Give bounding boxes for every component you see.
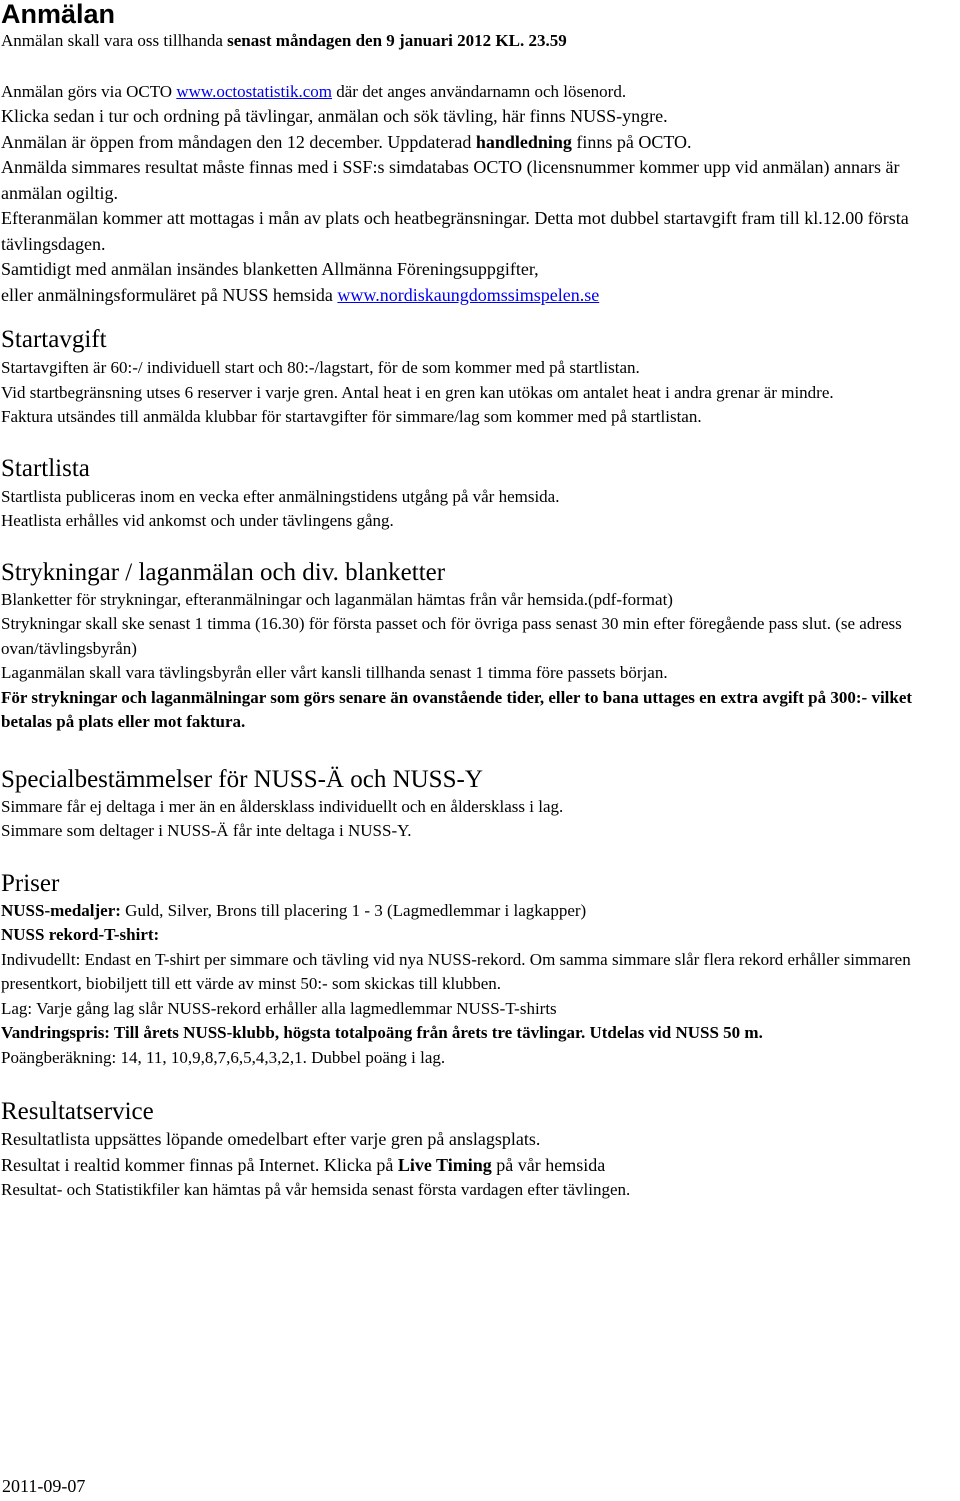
footer-date: 2011-09-07: [2, 1476, 86, 1496]
resultat-line-2: [1, 1153, 957, 1179]
resultat-line-2-suffix: på vår hemsida: [491, 1154, 606, 1175]
octo-suffix: där det anges användarnamn och lösenord.: [332, 81, 627, 101]
document: [1, 0, 957, 1203]
heading-priser: Priser: [1, 869, 60, 897]
resultat-line-1: Resultatlista uppsättes löpande omedelbart efter varje gren på anslagsplats.: [1, 1129, 541, 1149]
hemsida-prefix: eller anmälningsformuläret på NUSS hemsida: [1, 284, 338, 305]
heading-resultat: Resultatservice: [1, 1098, 154, 1125]
samtidigt-line: Samtidigt med anmälan insändes blanketten Allmänna Föreningsuppgifter,: [1, 259, 539, 279]
efteranmalan-line: Efteranmälan kommer att mottagas i mån av plats och heatbegränsningar. Detta mot dubbel startavgift fram till kl.12.00 första tävlingsdagen.: [1, 208, 909, 254]
hemsida-line: [1, 283, 957, 309]
heading-anmalan: Anmälan: [1, 0, 116, 29]
heading-strykningar: Strykningar / laganmälan och div. blanketter: [1, 558, 446, 586]
strykningar-line-4: [1, 686, 957, 735]
section-priser: [1, 869, 957, 1071]
open-line: [1, 130, 957, 156]
indiv-line: Indivudellt: Endast en T-shirt per simmare och tävling vid nya NUSS-rekord. Om samma simmare slår flera rekord erhåller simmaren presentkort, biobiljett till ett värde av minst 50:- som skickas till klubben.: [1, 949, 911, 993]
strykningar-extra-fee: För strykningar och laganmälningar som görs senare än ovanstående tider, eller to bana uttages en extra avgift på 300:- vilket betalas på plats eller mot faktura.: [1, 687, 913, 731]
strykningar-line-2: Strykningar skall ske senast 1 timma (16.30) för första passet och för övriga pass senast 30 min efter föregående pass slut. (se adress ovan/tävlingsbyrån): [1, 614, 902, 658]
tshirt-line: [1, 923, 957, 948]
vandring-line: [1, 1021, 957, 1046]
medal-text: Guld, Silver, Brons till placering 1 - 3 (Lagmedlemmar i lagkapper): [120, 900, 587, 920]
nuss-website-link[interactable]: www.nordiskaungdomssimspelen.se: [337, 284, 600, 305]
section-resultat: [1, 1097, 957, 1203]
section-startlista: [1, 454, 957, 534]
open-prefix: Anmälan är öppen from måndagen den 12 december. Uppdaterad: [1, 131, 476, 152]
startlista-line-1: Startlista publiceras inom en vecka efter anmälningstidens utgång på vår hemsida.: [1, 486, 560, 506]
special-line-2: Simmare som deltager i NUSS-Ä får inte deltaga i NUSS-Y.: [1, 821, 412, 840]
octo-line: [1, 80, 957, 105]
section-special: [1, 765, 957, 844]
strykningar-line-1: Blanketter för strykningar, efteranmälningar och laganmälan hämtas från vår hemsida.(pdf-format): [1, 589, 673, 609]
startlista-line-2: Heatlista erhålles vid ankomst och under tävlingens gång.: [1, 511, 394, 530]
startavgift-line-2: Vid startbegränsning utses 6 reserver i varje gren. Antal heat i en gren kan utökas om antalet heat i andra grenar är mindre.: [1, 382, 834, 402]
section-anmalan: [1, 0, 957, 308]
deadline-prefix: Anmälan skall vara oss tillhanda: [1, 31, 228, 50]
heading-startavgift: Startavgift: [1, 326, 107, 353]
handledning-link-text: handledning: [475, 131, 572, 152]
strykningar-line-3: Laganmälan skall vara tävlingsbyrån eller vårt kansli tillhanda senast 1 timma före passets början.: [1, 663, 668, 682]
special-line-1: Simmare får ej deltaga i mer än en åldersklass individuellt och en åldersklass i lag.: [1, 796, 564, 816]
medal-label: NUSS-medaljer:: [1, 900, 121, 920]
resultat-line-3: Resultat- och Statistikfiler kan hämtas på vår hemsida senast första vardagen efter tävlingen.: [1, 1180, 631, 1199]
resultat-line-2-prefix: Resultat i realtid kommer finnas på Internet. Klicka på: [1, 1154, 398, 1175]
open-suffix: finns på OCTO.: [571, 131, 692, 152]
vandringspris: Vandringspris: Till årets NUSS-klubb, högsta totalpoäng från årets tre tävlingar. Utdelas vid NUSS 50 m.: [1, 1023, 763, 1042]
deadline-date: senast måndagen den 9 januari 2012 KL. 23.59: [227, 31, 567, 50]
heading-startlista: Startlista: [1, 454, 90, 482]
heading-special: Specialbestämmelser för NUSS-Ä och NUSS-Y: [1, 765, 483, 793]
medal-line: [1, 899, 957, 924]
section-startavgift: [1, 325, 957, 430]
live-timing-text: Live Timing: [397, 1154, 492, 1175]
tshirt-label: NUSS rekord-T-shirt:: [1, 925, 160, 944]
octo-prefix: Anmälan görs via OCTO: [1, 81, 177, 101]
lag-line: Lag: Varje gång lag slår NUSS-rekord erhåller alla lagmedlemmar NUSS-T-shirts: [1, 998, 557, 1018]
startavgift-line-3: Faktura utsändes till anmälda klubbar för startavgifter för simmare/lag som kommer med på startlistan.: [1, 407, 702, 426]
anmalda-line: Anmälda simmares resultat måste finnas med i SSF:s simdatabas OCTO (licensnummer kommer upp vid anmälan) annars är anmälan ogiltig.: [1, 157, 900, 203]
octo-link[interactable]: www.octostatistik.com: [176, 81, 332, 101]
section-strykningar: [1, 558, 957, 735]
deadline-line: [1, 29, 957, 54]
klicka-line: Klicka sedan i tur och ordning på tävlingar, anmälan och sök tävling, här finns NUSS-yngre.: [1, 106, 668, 126]
poang-line: Poängberäkning: 14, 11, 10,9,8,7,6,5,4,3,2,1. Dubbel poäng i lag.: [1, 1047, 446, 1067]
startavgift-line-1: Startavgiften är 60:-/ individuell start och 80:-/lagstart, för de som kommer med på startlistan.: [1, 358, 640, 377]
